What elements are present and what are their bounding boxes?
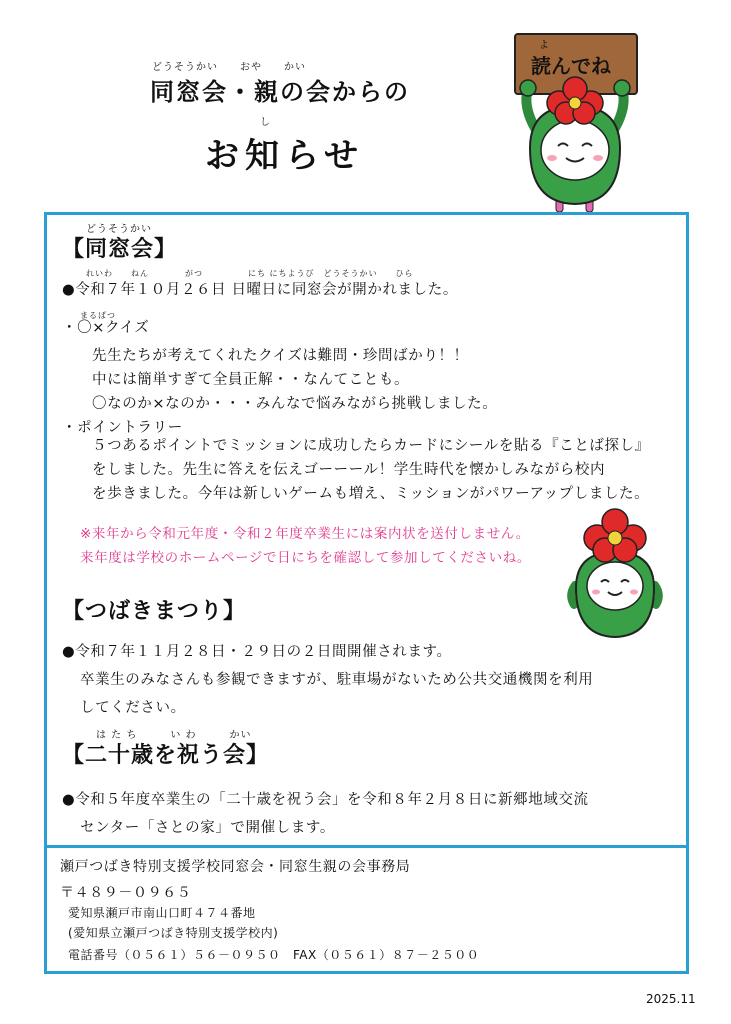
title-ruby-2: し [260, 117, 271, 128]
footer-address: 愛知県瀬戸市南山口町４７４番地 [68, 906, 256, 920]
quiz-ruby: まるばつ [80, 311, 116, 320]
footer-divider [44, 845, 689, 848]
footer-postal: 〒４８９－０９６５ [60, 885, 192, 901]
sign-text: 読んでね [531, 54, 611, 78]
pointrally-line: ５つあるポイントでミッションに成功したらカードにシールを貼る『ことば探し』 [92, 438, 650, 454]
hatachi-heading: 【二十歳を祝う会】 [62, 743, 270, 768]
quiz-line: 中には簡単すぎて全員正解・・なんてことも。 [92, 372, 410, 388]
hatachi-line: センター「さとの家」で開催します。 [80, 820, 335, 836]
footer-org: 瀬戸つばき特別支援学校同窓会・同窓生親の会事務局 [60, 859, 411, 875]
tsubaki-line: ●令和７年１１月２８日・２９日の２日間開催されます。 [62, 644, 452, 660]
hatachi-line: ●令和５年度卒業生の「二十歳を祝う会」を令和８年２月８日に新郷地域交流 [62, 792, 589, 808]
note-line: 来年度は学校のホームページで日にちを確認して参加してくださいね。 [80, 550, 531, 566]
issue-date: 2025.11 [646, 992, 696, 1006]
note-line: ※来年から令和元年度・令和２年度卒業生には案内状を送付しません。 [80, 526, 530, 542]
dousoukai-heading: 【同窓会】 [62, 237, 178, 262]
page-subtitle: お知らせ [205, 136, 364, 176]
mascot-with-flower-icon [560, 500, 670, 640]
page-title: 同窓会・親の会からの [150, 78, 410, 106]
hatachi-ruby: は た ち い わ かい [96, 730, 252, 741]
dousoukai-line1-ruby: れいわ ねん がつ にち にちようび どうそうかい ひら [86, 269, 414, 278]
quiz-line: 先生たちが考えてくれたクイズは難問・珍問ばかり！！ [92, 348, 469, 364]
sign-ruby: よ [539, 40, 550, 51]
quiz-title: ・〇×クイズ [62, 320, 150, 336]
footer-phone: 電話番号（０５６１）５６－０９５０ FAX（０５６１）８７－２５００ [68, 948, 480, 962]
tsubaki-heading: 【つばきまつり】 [62, 599, 247, 624]
dousoukai-line1: ●令和７年１０月２６日 日曜日に同窓会が開かれました。 [62, 282, 458, 298]
quiz-line: 〇なのか×なのか・・・みんなで悩みながら挑戦しました。 [92, 396, 498, 412]
dousoukai-ruby: どうそうかい [86, 224, 152, 235]
tsubaki-line: してください。 [80, 700, 186, 716]
tsubaki-line: 卒業生のみなさんも参観できますが、駐車場がないため公共交通機関を利用 [80, 672, 594, 688]
pointrally-line: を歩きました。今年は新しいゲームも増え、ミッションがパワーアップしました。 [92, 486, 650, 502]
pointrally-line: をしました。先生に答えを伝えゴーーール！学生時代を懐かしみながら校内 [92, 462, 606, 478]
pointrally-title: ・ポイントラリー [62, 420, 183, 436]
title-ruby: どうそうかい おや かい [152, 62, 306, 73]
footer-school: (愛知県立瀬戸つばき特別支援学校内) [68, 926, 279, 940]
